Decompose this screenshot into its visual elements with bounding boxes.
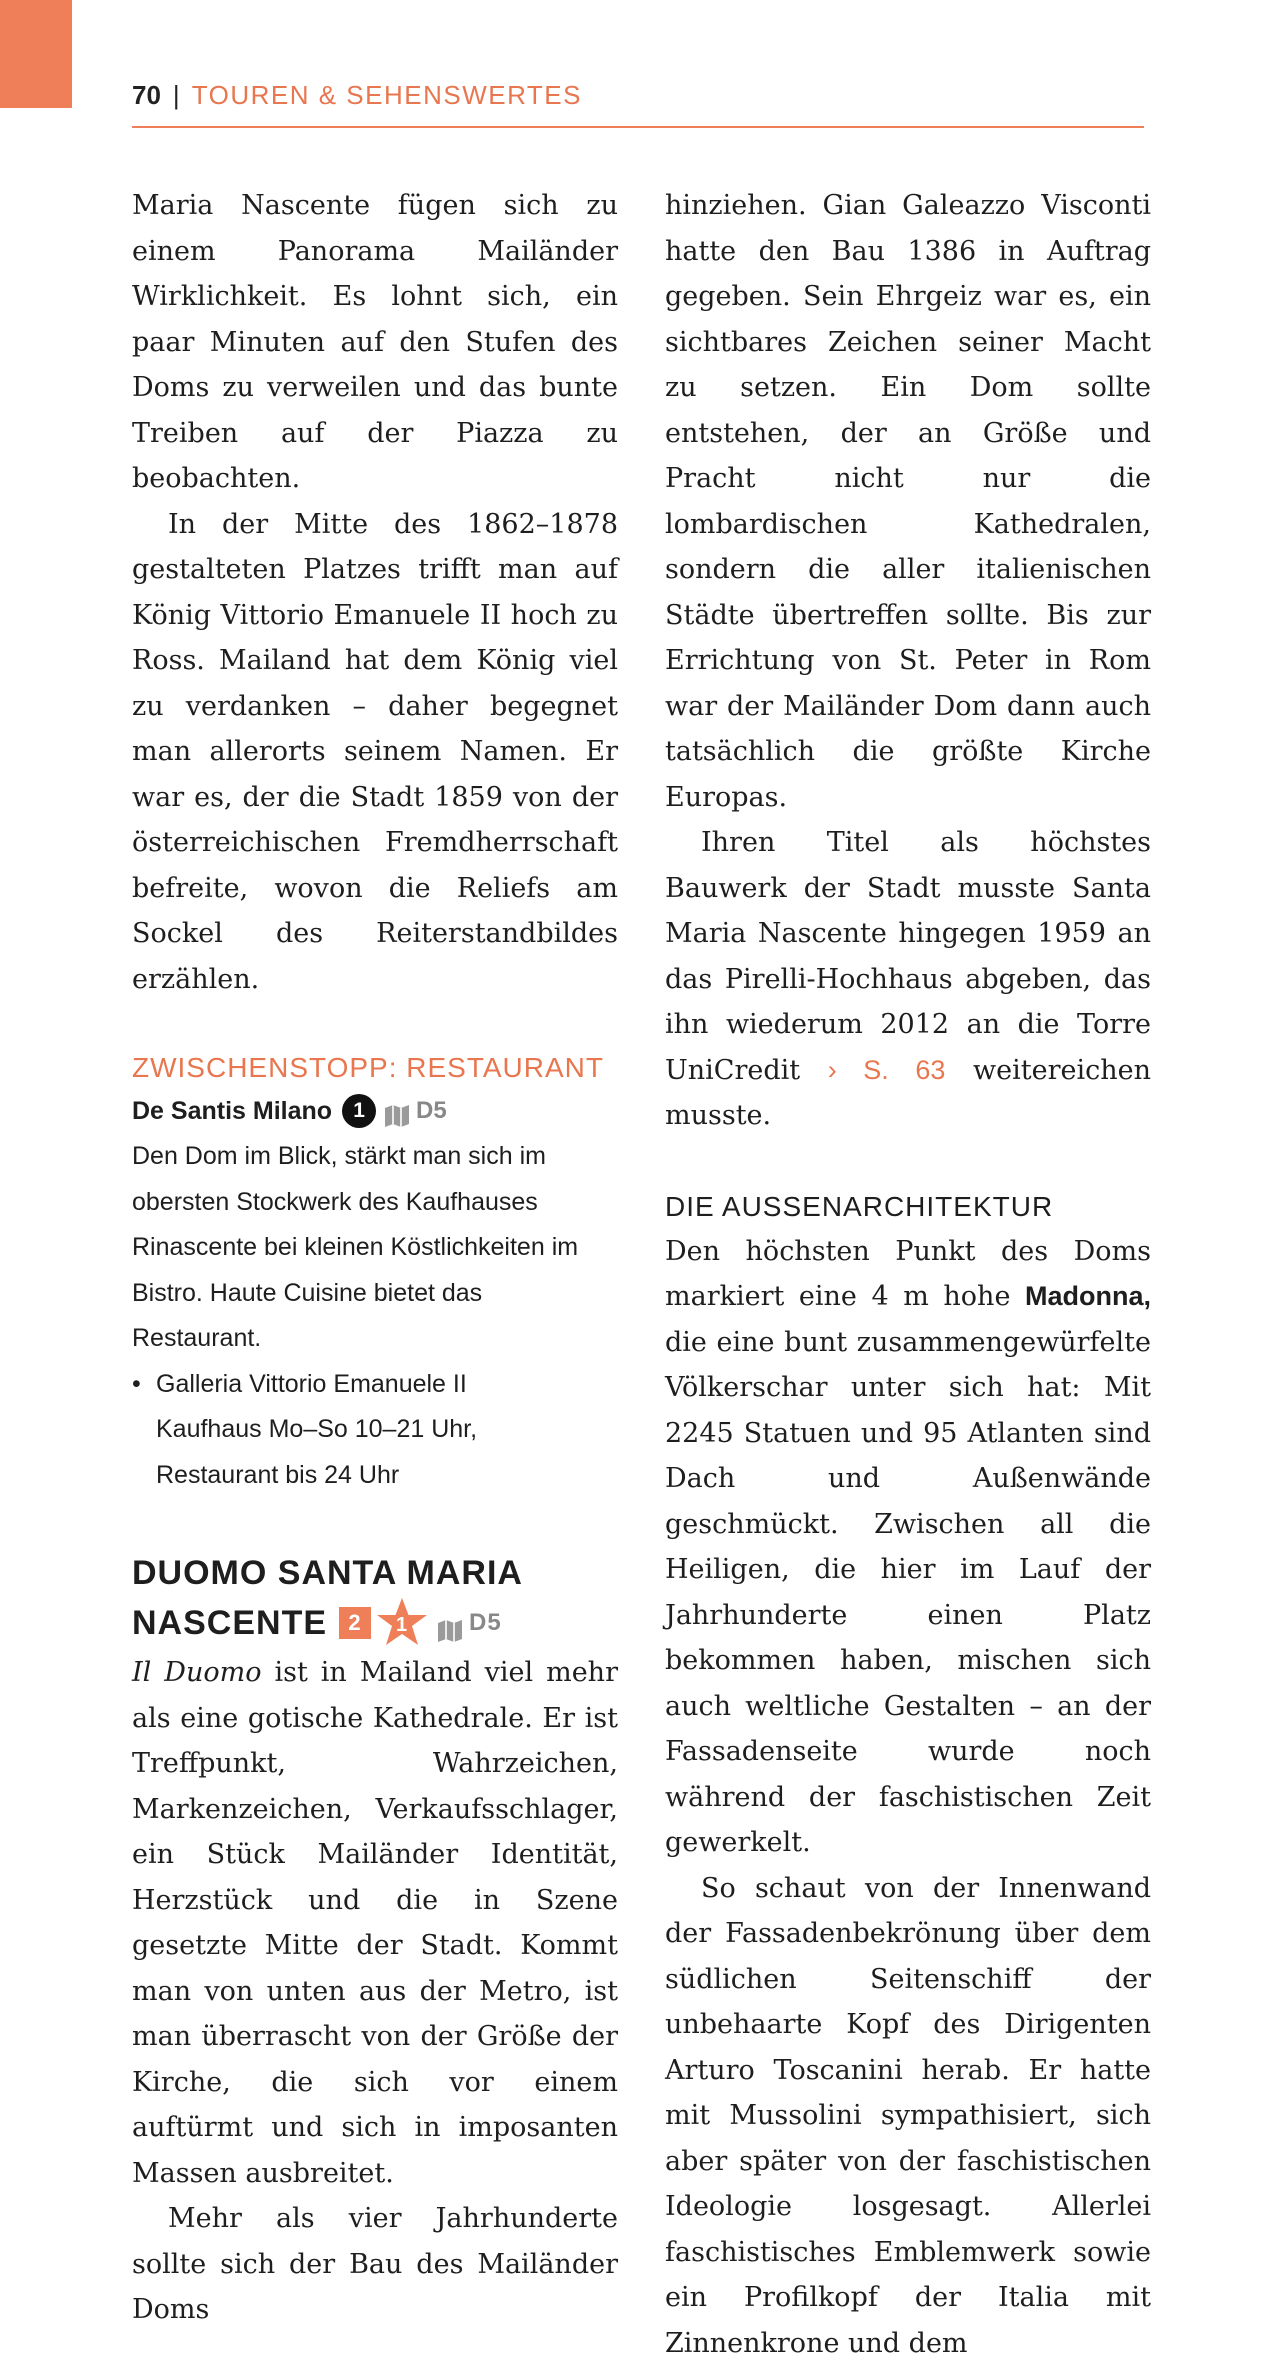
- page-reference-link[interactable]: › S. 63: [828, 1055, 946, 1085]
- map-reference: D5: [469, 1600, 502, 1646]
- star-rating: 1: [375, 1596, 429, 1654]
- paragraph: In der Mitte des 1862–1878 gestalteten Platzes trifft man auf König Vittorio Emanuele II hoch zu Ross. Mailand hat dem König viel zu verdanken – daher begegnet man allerorts seinem Namen. Er war es, der die Stadt 1859 von der österreichischen Fremdherrschaft befreite, wovon die Reliefs am Sockel des Reiterstandbildes erzählen.: [132, 502, 618, 1003]
- star-icon: [375, 1596, 429, 1650]
- restaurant-info: [132, 1362, 618, 1499]
- restaurant-name: De Santis Milano: [132, 1088, 332, 1134]
- paragraph-text: weitereichen musste.: [665, 1055, 1151, 1132]
- right-column: [665, 183, 1151, 2366]
- sight-title-cont: NASCENTE: [132, 1600, 327, 1646]
- paragraph: hinziehen. Gian Galeazzo Visconti hatte den Bau 1386 in Auftrag gegeben. Sein Ehrgeiz war es, ein sichtbares Zeichen seiner Macht zu setzen. Ein Dom sollte entstehen, der an Größe und Pracht nicht nur die lombardischen Kathedralen, sondern die aller italienischen Städte übertreffen sollte. Bis zur Errichtung von St. Peter in Rom war der Mailänder Dom dann auch tatsächlich die größte Kirche Europas.: [665, 183, 1151, 820]
- restaurant-number-badge: 1: [342, 1094, 376, 1128]
- paragraph: Maria Nascente fügen sich zu einem Panorama Mailänder Wirklichkeit. Es lohnt sich, ein paar Minuten auf den Stufen des Doms zu verweilen und das bunte Treiben auf der Piazza zu beobachten.: [132, 183, 618, 502]
- sight-number-badge: 2: [339, 1607, 371, 1639]
- page-corner-tab: [0, 0, 72, 108]
- paragraph: Mehr als vier Jahrhunderte sollte sich der Bau des Mailänder Doms: [132, 2196, 618, 2333]
- restaurant-hours: Restaurant bis 24 Uhr: [156, 1453, 477, 1499]
- highlight-term: Madonna,: [1025, 1281, 1151, 1311]
- restaurant-description: Den Dom im Blick, stärkt man sich im obersten Stockwerk des Kaufhauses Rinascente bei kleinen Köstlichkeiten im Bistro. Haute Cuisine bietet das Restaurant.: [132, 1134, 618, 1362]
- map-icon: [437, 1610, 463, 1636]
- paragraph-text: Ihren Titel als höchstes Bauwerk der Stadt musste Santa Maria Nascente hingegen 1959 an das Pirelli-Hochhaus abgeben, das ihn wiederum 2012 an die Torre UniCredit: [665, 827, 1151, 1086]
- paragraph-text: Den höchsten Punkt des Doms markiert eine 4 m hohe: [665, 1236, 1151, 1313]
- left-column: [132, 183, 618, 2333]
- running-header: [132, 80, 1144, 128]
- section-title: TOUREN & SEHENSWERTES: [192, 80, 582, 110]
- stopover-heading: ZWISCHENSTOPP: RESTAURANT: [132, 1048, 618, 1088]
- italic-term: Il Duomo: [132, 1657, 261, 1688]
- sight-title: DUOMO SANTA MARIA: [132, 1550, 618, 1596]
- paragraph: [132, 1650, 618, 2196]
- page-number: 70: [132, 80, 161, 110]
- restaurant-hours: Kaufhaus Mo–So 10–21 Uhr,: [156, 1407, 477, 1453]
- paragraph: [665, 820, 1151, 1139]
- paragraph-text: ist in Mailand viel mehr als eine gotische Kathedrale. Er ist Treffpunkt, Wahrzeichen, Markenzeichen, Verkaufsschlager, ein Stück Mailänder Identität, Herzstück und die in Szene gesetzte Mitte der Stadt. Kommt man von unten aus der Metro, ist man überrascht von der Größe der Kirche, die sich vor einem auftürmt und sich in imposanten Massen ausbreitet.: [132, 1657, 618, 2189]
- paragraph: So schaut von der Innenwand der Fassadenbekrönung über dem südlichen Seitenschiff der unbehaarte Kopf des Dirigenten Arturo Toscanini herab. Er hatte mit Mussolini sympathisiert, sich aber später von der faschistischen Ideologie losgesagt. Allerlei faschistisches Emblemwerk sowie ein Profilkopf der Italia mit Zinnenkrone und dem: [665, 1866, 1151, 2366]
- restaurant-title: [132, 1088, 618, 1134]
- map-icon: [384, 1098, 410, 1124]
- map-reference: D5: [416, 1088, 447, 1134]
- header-separator: |: [173, 80, 180, 110]
- subsection-heading: DIE AUSSENARCHITEKTUR: [665, 1185, 1151, 1229]
- paragraph: [665, 1229, 1151, 1866]
- paragraph-text: die eine bunt zusammengewürfelte Völkerschar unter sich hat: Mit 2245 Statuen und 95 Atlanten sind Dach und Außenwände geschmückt. Zwischen all die Heiligen, die hier im Lauf der Jahrhunderte einen Platz bekommen haben, mischen sich auch weltliche Gestalten – an der Fassadenseite wurde noch während der faschistischen Zeit gewerkelt.: [665, 1327, 1151, 1859]
- sight-title-line: [132, 1596, 618, 1650]
- restaurant-address: Galleria Vittorio Emanuele II: [156, 1362, 477, 1408]
- bullet-point: •: [132, 1362, 156, 1499]
